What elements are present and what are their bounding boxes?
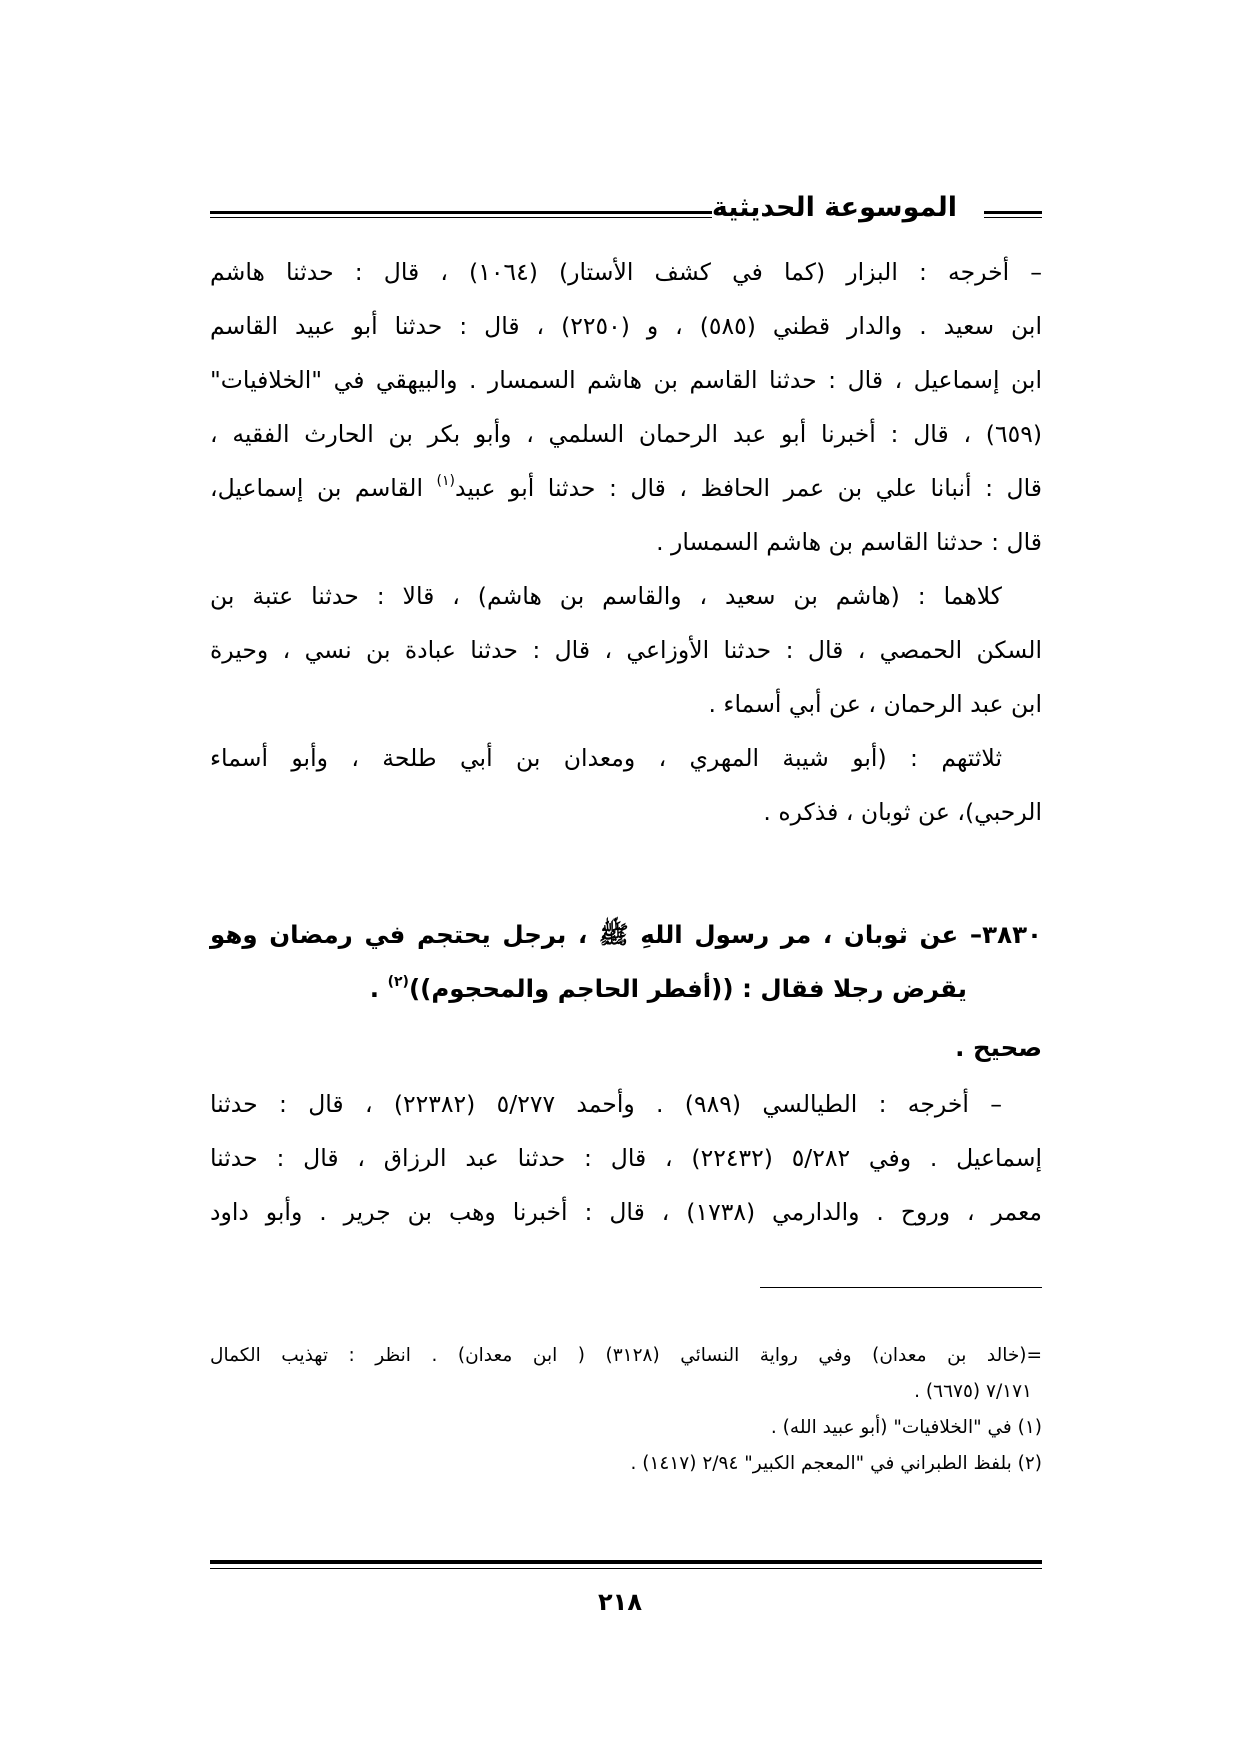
text-line: إسماعيل . وفي ٥/٢٨٢ (٢٢٤٣٢) ، قال : حدثنا عبد الرزاق ، قال : حدثنا xyxy=(210,1144,1042,1172)
text-line: ابن عبد الرحمان ، عن أبي أسماء . xyxy=(708,690,1042,718)
text-line xyxy=(210,461,1042,515)
footnotes xyxy=(210,1338,1042,1482)
text-line: ثلاثتهم : (أبو شيبة المهري ، ومعدان بن أبي طلحة ، وأبو أسماء xyxy=(210,744,1002,772)
text-segment: قال : أنبانا علي بن عمر الحافظ ، قال : حدثنا أبو عبيد xyxy=(455,474,1042,502)
text-line: ابن إسماعيل ، قال : حدثنا القاسم بن هاشم السمسار . والبيهقي في "الخلافيات" xyxy=(210,366,1042,394)
text-line: الرحبي)، عن ثوبان ، فذكره . xyxy=(763,798,1042,826)
footnote-continuation: =(خالد بن معدان) وفي رواية النسائي (٣١٢٨) ( ابن معدان) . انظر : تهذيب الكمال xyxy=(210,1345,1043,1366)
hadith-line-2 xyxy=(210,962,1042,1016)
hadith-line-1: ٣٨٣٠– عن ثوبان ، مر رسول اللهِ ﷺ ، برجل يحتجم في رمضان وهو xyxy=(210,920,1042,949)
text-line: (٦٥٩) ، قال : أخبرنا أبو عبد الرحمان السلمي ، وأبو بكر بن الحارث الفقيه ، xyxy=(210,420,1042,448)
text-line: – أخرجه : الطيالسي (٩٨٩) . وأحمد ٥/٢٧٧ (٢٢٣٨٢) ، قال : حدثنا xyxy=(210,1090,1003,1118)
footnote-ref-1: (١) xyxy=(436,473,455,490)
takhrij-text xyxy=(210,1077,1042,1239)
text-segment: القاسم بن إسماعيل، xyxy=(210,474,437,502)
text-line: معمر ، وروح . والدارمي (١٧٣٨) ، قال : أخبرنا وهب بن جرير . وأبو داود xyxy=(210,1198,1042,1226)
hadith-grade: صحيح . xyxy=(955,1033,1042,1062)
page-number: ٢١٨ xyxy=(598,1588,642,1616)
hadith-text: يقرض رجلا فقال : ((أفطر الحاجم والمحجوم)) xyxy=(408,974,967,1003)
main-text xyxy=(210,245,1042,839)
header-rule-right xyxy=(984,211,1042,218)
text-line: – أخرجه : البزار (كما في كشف الأستار) (١٠٦٤) ، قال : حدثنا هاشم xyxy=(210,258,1042,286)
footnote-ref-2: (٢) xyxy=(387,973,409,990)
footnote-2: (٢) بلفظ الطبراني في "المعجم الكبير" ٢/٩٤ (١٤١٧) . xyxy=(630,1453,1042,1474)
footnote-separator xyxy=(760,1287,1042,1288)
hadith-block xyxy=(210,908,1042,1076)
running-header xyxy=(210,190,1042,230)
bottom-rule xyxy=(210,1560,1042,1569)
header-title: الموسوعة الحديثية xyxy=(711,192,957,223)
text-line: ابن سعيد . والدار قطني (٥٨٥) ، و (٢٢٥٠) ، قال : حدثنا أبو عبيد القاسم xyxy=(210,312,1042,340)
text-line: السكن الحمصي ، قال : حدثنا الأوزاعي ، قال : حدثنا عبادة بن نسي ، وحيرة xyxy=(210,636,1042,664)
footnote-continuation: ٧/١٧١ (٦٦٧٥) . xyxy=(914,1381,1032,1402)
footnote-1: (١) في "الخلافيات" (أبو عبيد الله) . xyxy=(770,1417,1042,1438)
header-rule-left xyxy=(210,211,712,218)
text-line: قال : حدثنا القاسم بن هاشم السمسار . xyxy=(656,528,1042,556)
hadith-end: . xyxy=(369,974,388,1003)
text-line: كلاهما : (هاشم بن سعيد ، والقاسم بن هاشم) ، قالا : حدثنا عتبة بن xyxy=(210,582,1002,610)
